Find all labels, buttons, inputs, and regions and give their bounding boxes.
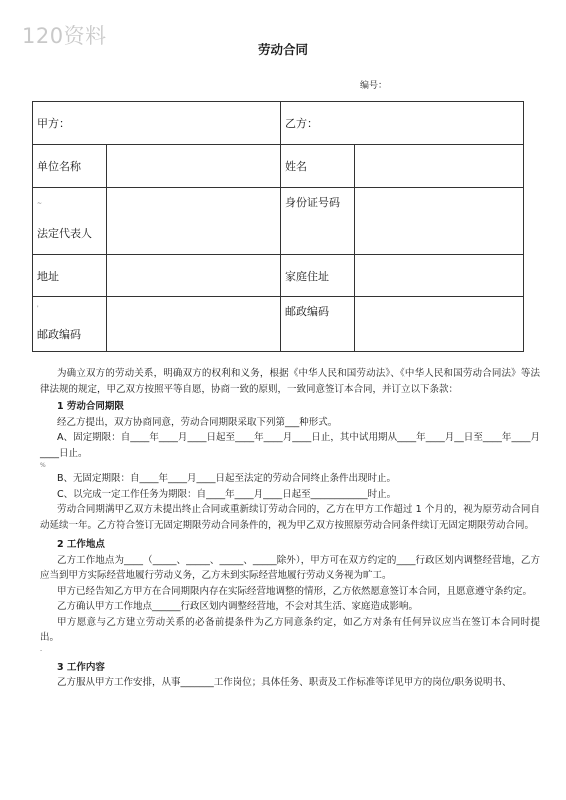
home-address-label: 家庭住址 bbox=[281, 255, 355, 297]
watermark: 120资料 bbox=[22, 24, 107, 48]
postcode-a-label-cell bbox=[33, 297, 107, 352]
table-row bbox=[33, 145, 524, 188]
section-2-paragraph-2: 甲方已经告知乙方甲方在合同期限内存在实际经营地调整的情形，乙方依然愿意签订本合同，且愿意遵守条约定。 bbox=[57, 585, 533, 597]
table-row bbox=[33, 188, 524, 255]
serial-number-label: 编号： bbox=[360, 81, 388, 91]
stray-mark: ' bbox=[37, 305, 39, 312]
unit-name-value bbox=[107, 145, 281, 188]
contract-body bbox=[40, 366, 540, 691]
party-a-cell bbox=[33, 102, 281, 145]
address-value bbox=[107, 255, 281, 297]
id-number-label-cell bbox=[281, 188, 355, 255]
section-2-heading: 2 工作地点 bbox=[57, 539, 105, 550]
term-option-a: A、固定期限：自____年____月____日起至____年____月____日止，其中试用期从____年____月__日至____年____月____日止。 bbox=[40, 432, 540, 459]
id-number-value bbox=[355, 188, 524, 255]
legal-rep-label: 法定代表人 bbox=[37, 227, 92, 240]
table-row bbox=[33, 102, 524, 145]
section-1-renewal-paragraph: 劳动合同期满甲乙双方未提出终止合同或重新续订劳动合同的，乙方在甲方工作超过 1 个月的，视为原劳动合同自动延续一年。乙方符合签订无固定期限劳动合同条件的，视为甲乙双方按照原劳动合同条件续订无固定期限劳动合同。 bbox=[40, 504, 540, 531]
document-title: 劳动合同 bbox=[257, 42, 308, 57]
section-1-heading: 1 劳动合同期限 bbox=[57, 401, 124, 412]
party-info-table bbox=[32, 101, 524, 352]
stray-mark: ~ bbox=[37, 200, 43, 207]
address-label: 地址 bbox=[33, 255, 107, 297]
unit-name-label: 单位名称 bbox=[33, 145, 107, 188]
section-1-paragraph: 经乙方提出，双方协商同意，劳动合同期限采取下列第___种形式。 bbox=[57, 416, 338, 428]
legal-rep-label-cell bbox=[33, 188, 107, 255]
stray-mark: % bbox=[40, 462, 46, 469]
id-number-label: 身份证号码 bbox=[285, 196, 340, 209]
party-b-label: 乙方： bbox=[285, 117, 318, 130]
party-a-label: 甲方： bbox=[37, 117, 70, 130]
section-3-heading: 3 工作内容 bbox=[57, 661, 105, 673]
postcode-b-label-cell bbox=[281, 297, 355, 352]
name-value bbox=[355, 145, 524, 188]
term-option-c: C、以完成一定工作任务为期限：自____年____月____日起至____________时止。 bbox=[57, 488, 397, 500]
table-row bbox=[33, 255, 524, 297]
name-label: 姓名 bbox=[281, 145, 355, 188]
section-2-paragraph-1: 乙方工作地点为____（_____、_____、_____、_____除外），甲方可在双方约定的____行政区划内调整经营地，乙方应当到甲方实际经营地履行劳动义务，乙方未到实际经营地履行劳动义务视为旷工。 bbox=[40, 554, 540, 581]
postcode-a-value bbox=[107, 297, 281, 352]
term-option-b: B、无固定期限：自____年____月____日起至法定的劳动合同终止条件出现时止。 bbox=[57, 473, 397, 484]
postcode-b-value bbox=[355, 297, 524, 352]
postcode-b-label: 邮政编码 bbox=[285, 305, 329, 318]
legal-rep-value bbox=[107, 188, 281, 255]
section-2-paragraph-3: 乙方确认甲方工作地点______行政区划内调整经营地，不会对其生活、家庭造成影响。 bbox=[57, 601, 419, 612]
intro-paragraph: 为确立双方的劳动关系，明确双方的权利和义务，根据《中华人民和国劳动法》、《中华人民和国劳动合同法》等法律法规的规定，甲乙双方按照平等自愿，协商一致的原则，一致同意签订本合同，并订立以下条款： bbox=[40, 368, 540, 395]
section-2-paragraph-4: 甲方愿意与乙方建立劳动关系的必备前提条件为乙方同意条约定，如乙方对条有任何异议应当在签订本合同时提出。 bbox=[40, 616, 540, 643]
stray-mark: - bbox=[40, 646, 43, 654]
section-3-paragraph: 乙方服从甲方工作安排，从事_______工作岗位；具体任务、职责及工作标准等详见甲方的岗位/职务说明书、 bbox=[57, 677, 512, 688]
table-row bbox=[33, 297, 524, 352]
postcode-a-label: 邮政编码 bbox=[37, 328, 81, 341]
party-b-cell bbox=[281, 102, 524, 145]
home-address-value bbox=[355, 255, 524, 297]
